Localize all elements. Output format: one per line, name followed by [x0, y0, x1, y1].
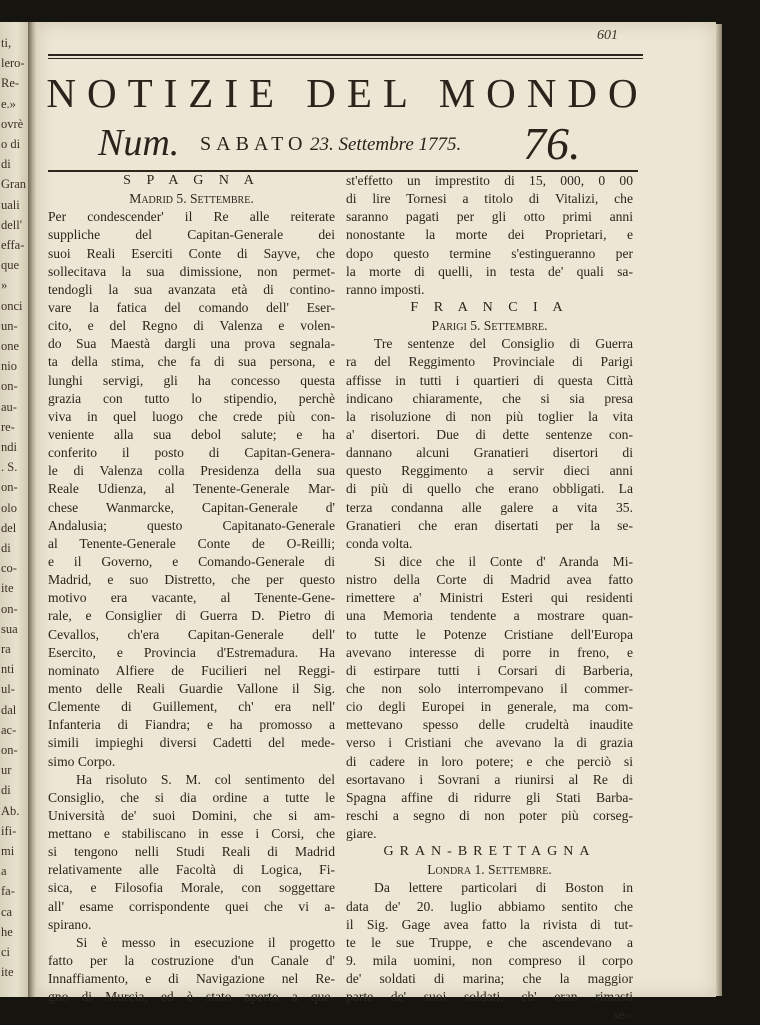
text-line: nistro della Corte di Madrid avea fatto: [346, 572, 633, 588]
facing-page-fragment: a: [1, 864, 7, 879]
text-line: conferito il posto di Capitan-Genera-: [48, 445, 335, 461]
text-line: vare la fatica del comando dell' Eser-: [48, 299, 335, 315]
masthead-top-rule: [48, 54, 643, 56]
facing-page-fragment: ite: [1, 581, 14, 596]
text-line: viva in quel luogo che crede più con-: [48, 408, 335, 424]
facing-page-fragment: »: [1, 278, 8, 293]
facing-page-fragment: e.»: [1, 96, 16, 111]
facing-page-fragment: one: [1, 339, 20, 353]
text-line: Cevallos, ch'era Capitan-Generale dell': [48, 626, 335, 642]
issue-line: [98, 118, 638, 169]
facing-page-fragment: o di: [1, 137, 21, 151]
text-line: Consiglio, che si dia ordine a tutte le: [48, 789, 335, 805]
text-line: terza condanna alle galere a vita 35.: [346, 499, 633, 515]
text-line: conda volta.: [346, 535, 413, 551]
text-line: cito, e del Regno di Valenza e volen-: [48, 318, 335, 334]
text-line: grazia con tutto lo stipendio, perchè: [48, 390, 335, 406]
facing-page-fragment: ovrè: [1, 116, 24, 131]
facing-page-fragment: fa-: [1, 884, 15, 899]
facing-page-fragment: Re-: [1, 76, 20, 91]
issue-date: 23. Settembre 1775.: [310, 134, 462, 155]
facing-page-fragment: Ab.: [1, 803, 20, 818]
text-line: Clemente di Guillement, ch' era nell': [48, 699, 335, 715]
text-line: Si è messo in esecuzione il progetto: [76, 934, 335, 950]
facing-page-fragment: uali: [1, 197, 20, 212]
facing-page-fragment: ra: [1, 642, 11, 656]
text-line: la risoluzione di non più toglier la vita: [346, 408, 633, 424]
section-heading: F R A N C I A: [410, 299, 569, 315]
facing-page-fragment: ci: [1, 945, 11, 959]
facing-page-fragment: onci: [1, 298, 23, 313]
facing-page-fragment: ur: [1, 763, 12, 778]
text-line: rale, e Consiglier di Guerra D. Pietro di: [48, 608, 335, 624]
text-line: suppliche del Capitan-Generale dei: [48, 227, 335, 243]
text-line: st'effetto un imprestito di 15, 000, 0 00: [346, 173, 633, 188]
text-line: 9. mila uomini, non compreso il corpo: [346, 953, 633, 969]
text-line: motivo era vacante, al Tenente-Gene-: [48, 590, 335, 606]
facing-page-strip: [0, 22, 28, 997]
text-line: chese Wanmarcke, Capitan-Generale d': [48, 499, 335, 515]
text-line: ta della stima, che fa di sua persona, e: [48, 354, 335, 370]
text-line: spirano.: [48, 916, 92, 932]
facing-page-fragment: ite: [1, 965, 14, 980]
text-line: suoi Reali Eserciti Conte di Sayve, che: [48, 245, 335, 261]
facing-page-fragment: effa-: [1, 238, 25, 252]
facing-page-fragment: ac-: [1, 722, 17, 737]
facing-page-fragment: sua: [1, 621, 18, 636]
facing-page-fragment: ti,: [1, 36, 12, 50]
text-line: Per condescender' il Re alle reiterate: [48, 209, 335, 225]
facing-page-fragment: nti: [1, 662, 15, 677]
text-line: simo Corpo.: [48, 753, 116, 769]
text-line: te le sue Truppe, e che ascendevano a: [346, 934, 633, 950]
text-line: le di Valenza colla Presidenza della sua: [48, 463, 335, 479]
text-line: Andalusia; questo Capitanato-Generale: [48, 517, 335, 533]
facing-page-fragment: lero-: [1, 56, 25, 71]
text-line: Innaffiamento, e di Navigazione nel Re-: [48, 971, 335, 987]
facing-page-fragment: di: [1, 541, 11, 555]
facing-page-fragment: on-: [1, 601, 18, 616]
right-column: [346, 172, 633, 1025]
text-line: al Tenente-Generale Conte de O-Reilli;: [48, 535, 335, 551]
text-line: gno di Murcia, ed è stato aperto a que-: [48, 989, 335, 1005]
left-column: [48, 172, 335, 1006]
text-line: questo Reggimento a servir dieci anni: [346, 463, 633, 479]
dateline: Londra 1. Settembre.: [427, 862, 552, 878]
text-line: Da lettere particolari di Boston in: [374, 880, 633, 896]
facing-page-fragment: nio: [1, 359, 17, 374]
text-line: affisse in tutti i quartieri di questa Città: [346, 372, 633, 388]
text-line: reschi a segno di non poter più corseg-: [346, 807, 633, 823]
facing-page-fragment: dal: [1, 702, 17, 717]
text-line: sica, e Filosofia Morale, con soggettare: [48, 880, 335, 896]
text-line: sollecitava la sua dimissione, non permet-: [48, 263, 335, 279]
text-line: una Memoria tendente a mostrare quan-: [346, 608, 633, 624]
text-line: rimettere a' Ministri Esteri qui residenti: [346, 590, 633, 606]
facing-page-fragment: ifi-: [1, 823, 17, 838]
text-line: dopo questo termine s'estingueranno per: [346, 245, 633, 261]
text-line: si tengono nelli Studi Reali di Madrid: [48, 844, 335, 860]
text-line: mento delle Reali Guardie Vallone il Sig.: [48, 680, 335, 696]
text-line: veniente alla sua debol salute; e ha: [48, 426, 335, 442]
text-line: di più di quello che erano obbligati. La: [346, 481, 633, 497]
facing-page-fragment: un-: [1, 318, 18, 333]
text-line: data de' 20. luglio abbiamo sentito che: [346, 898, 633, 914]
facing-page-fragment: ndi: [1, 440, 17, 454]
text-line: Tre sentenze del Consiglio di Guerra: [374, 336, 633, 352]
text-line: simili impieghi diversi Cadetti del mede-: [48, 735, 335, 751]
book-gutter: [28, 22, 36, 997]
text-line: esortavano i Sovrani a riunirsi al Re di: [346, 771, 633, 787]
text-line: ra del Reggimento Provinciale di Parigi: [346, 354, 633, 370]
text-line: il Sig. Gage avea fatto la rivista di tut-: [346, 916, 633, 932]
section-heading: S P A G N A: [123, 173, 260, 188]
facing-page-fragment: dell': [1, 217, 22, 232]
text-line: Si dice che il Conte d' Aranda Mi-: [374, 553, 633, 569]
text-line: avevano interesse di porre in freno, e: [346, 644, 633, 660]
issue-number: 76.: [523, 118, 581, 169]
text-line: verso i Cristiani che avevano la di grazia: [346, 735, 633, 751]
text-line: che non solo interrompevano il commer-: [346, 680, 633, 696]
issue-num-label: Num.: [98, 122, 180, 164]
text-line: parte de' suoi soldati, ch' eran rimasti: [346, 989, 633, 1005]
text-line: giare.: [346, 826, 377, 842]
text-line: dannano alcuni Granatieri disertori di: [346, 445, 633, 461]
dateline: Madrid 5. Settembre.: [129, 191, 254, 207]
facing-page-fragment: mi: [1, 844, 15, 858]
facing-page-fragment: Gran: [1, 177, 26, 192]
text-line: relativamente alle Facoltà di Logica, Fi-: [48, 862, 335, 878]
text-line: a' disertori. Due di dette sentenze con-: [346, 426, 633, 442]
facing-page-fragment: on-: [1, 480, 18, 495]
text-line: di lire Tornesi a titolo di Vitalizi, che: [346, 191, 633, 207]
facing-page-fragment: di: [1, 157, 11, 172]
text-line: e il Governo, e Comando-Generale di: [48, 553, 335, 569]
text-line: nominato Alfiere de Fucilieri nel Reggi-: [48, 662, 335, 678]
dateline: Parigi 5. Settembre.: [431, 318, 548, 334]
facing-page-fragment: he: [1, 924, 13, 939]
facing-page-fragment: di: [1, 783, 11, 798]
text-line: Ha risoluto S. M. col sentimento del: [76, 771, 335, 787]
facing-page-fragment: au-: [1, 399, 17, 414]
text-line: tendogli la sua avanzata età di contino-: [48, 281, 335, 297]
text-line: Infanteria di Fiandra; e ha promosso a: [48, 717, 335, 733]
text-line: Granatieri che eran disertati per la se-: [346, 517, 633, 533]
facing-page-fragment: re-: [1, 419, 15, 434]
facing-page-fragment: co-: [1, 561, 17, 576]
masthead-title: NOTIZIE DEL MONDO: [46, 70, 649, 116]
text-line: all' esame corrispondente quei che vi a-: [48, 898, 335, 914]
text-line: to tutte le Potenze Cristiane dell'Europa: [346, 626, 633, 642]
text-line: fatto per la costruzione d'un Canale d': [48, 953, 335, 969]
text-line: di cadere in loro potere; e che perciò si: [346, 753, 633, 769]
facing-page-fragment: del: [1, 520, 17, 535]
text-line: la morte di quelli, in testa de' quali sa-: [346, 263, 633, 279]
text-line: de' soldati di marina; che la maggior: [346, 971, 633, 987]
facing-page-fragment: ca: [1, 904, 13, 919]
text-line: mettevano spesso delle crudeltà inaudite: [346, 717, 633, 733]
facing-page-fragment: olo: [1, 500, 17, 515]
masthead-top-rule-thin: [48, 58, 643, 59]
text-line: Madrid, e suo Distretto, che per questo: [48, 572, 335, 588]
text-line: ranno imposti.: [346, 281, 425, 297]
facing-page-fragment: que: [1, 258, 20, 273]
text-line: lunghi servigi, gli ha concesso questa: [48, 372, 335, 388]
text-line: di estirpare tutti i Corsari di Barberia,: [346, 662, 633, 678]
page-edge: [716, 24, 722, 996]
issue-day: SABATO: [200, 133, 308, 155]
text-line: do Sua Maestà dargli una prova segnala-: [48, 336, 335, 352]
text-line: Spagna affine di ridurre gli Stati Barba-: [346, 789, 633, 805]
text-line: Esercito, e Provincia d'Estremadura. Ha: [48, 644, 335, 660]
text-line: Università de' suoi Domini, che si am-: [48, 807, 335, 823]
facing-page-fragment: on-: [1, 379, 18, 394]
text-line: nonostante la morte dei Proprietari, e: [346, 227, 633, 243]
section-heading: GRAN-BRETTAGNA: [383, 844, 596, 860]
facing-page-fragment: . S.: [1, 460, 18, 475]
facing-page-fragment: on-: [1, 743, 18, 757]
page-number: 601: [597, 28, 618, 43]
text-line: mettano e stabiliscano in esse i Corsi, che: [48, 826, 335, 842]
text-line: cio degli Europei in generale, ma com-: [346, 699, 633, 715]
text-line: Reale Udienza, al Tenente-Generale Mar-: [48, 481, 335, 497]
text-line: saranno pagati per gli otto primi anni: [346, 209, 633, 225]
facing-page-fragment: ul-: [1, 682, 15, 697]
text-line: indicano chiaramente, che si sia presa: [346, 390, 633, 406]
text-line: se-: [613, 1007, 629, 1023]
